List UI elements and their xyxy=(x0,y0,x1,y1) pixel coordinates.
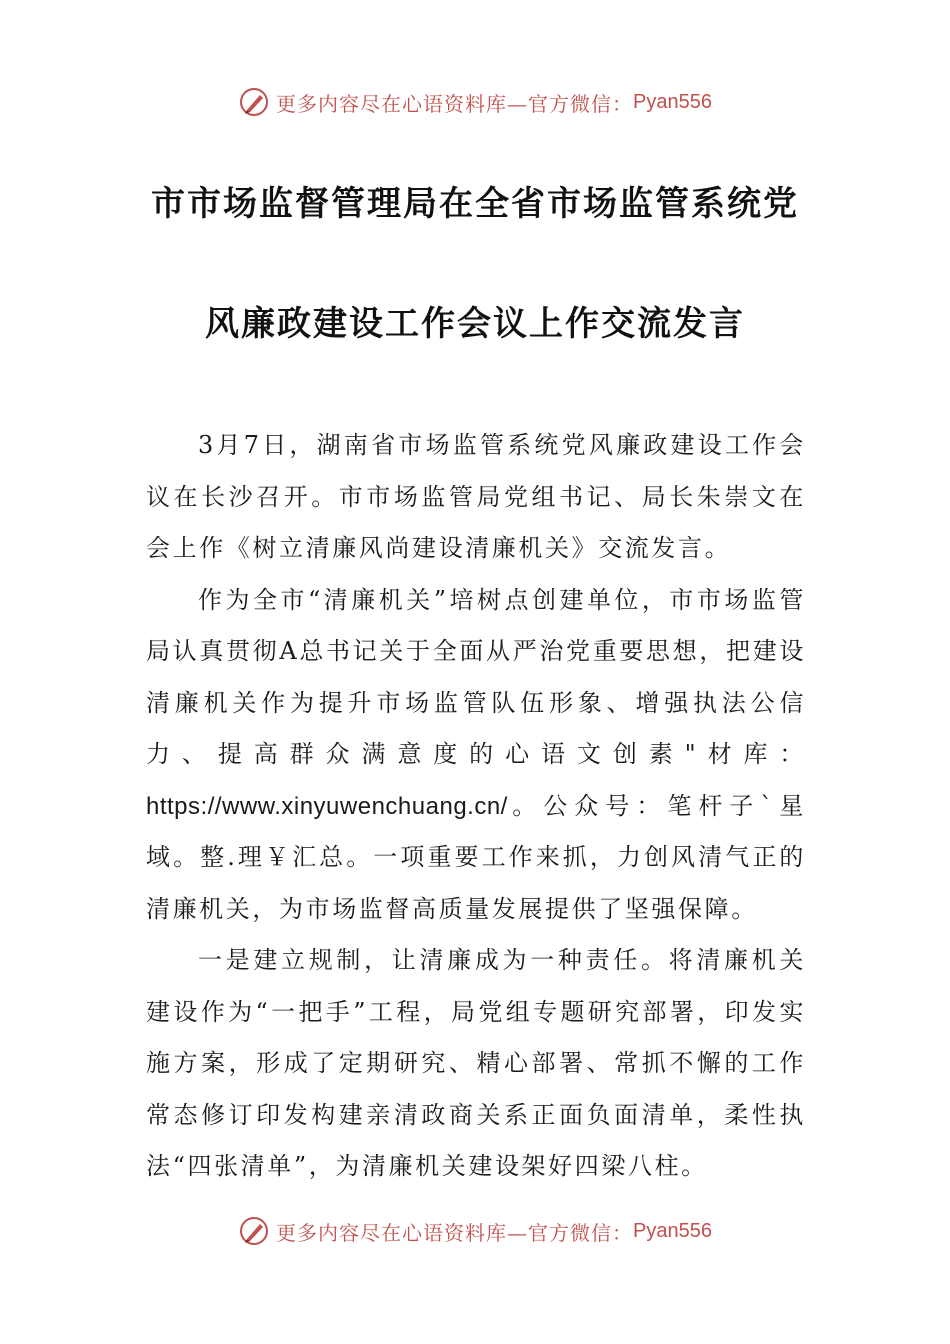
paragraph-2-text-a: 作为全市“清廉机关”培树点创建单位，市市场监管局认真贯彻A总书记关于全面从严治党重要思想，把建设清廉机关作为提升市场监管队伍形象、增强执法公信力、提高群众满意度的心语文创素"材库： xyxy=(146,585,806,768)
banner-handle: Pyan556 xyxy=(633,1219,712,1242)
paragraph-2 xyxy=(146,575,806,936)
paragraph-2-text-b: 。公众号：笔杆子`星域。整.理￥汇总。一项重要工作来抓，力创风清气正的清廉机关，为市场监督高质量发展提供了坚强保障。 xyxy=(146,791,806,923)
paragraph-3: 一是建立规制，让清廉成为一种责任。将清廉机关建设作为“一把手”工程，局党组专题研究部署，印发实施方案，形成了定期研究、精心部署、常抓不懈的工作常态修订印发构建亲清政商关系正面负面清单，柔性执法“四张清单”，为清廉机关建设架好四梁八柱。 xyxy=(146,946,806,1180)
banner-text: 更多内容尽在心语资料库—官方微信： xyxy=(276,1220,634,1245)
pen-in-circle-icon xyxy=(238,86,270,118)
watermark-banner-top xyxy=(0,82,950,122)
watermark-banner-bottom xyxy=(0,1211,950,1251)
paragraph-1: 3月7日，湖南省市场监管系统党风廉政建设工作会议在长沙召开。市市场监管局党组书记、局长朱崇文在会上作《树立清廉风尚建设清廉机关》交流发言。 xyxy=(146,431,806,562)
document-title-line-1: 市市场监督管理局在全省市场监管系统党 xyxy=(151,184,799,224)
banner-handle: Pyan556 xyxy=(633,90,712,113)
document-body xyxy=(146,420,806,1193)
banner-text: 更多内容尽在心语资料库—官方微信： xyxy=(276,91,634,116)
website-url: https://www.xinyuwenchuang.cn/ xyxy=(146,792,508,820)
document-title-line-2: 风廉政建设工作会议上作交流发言 xyxy=(205,304,745,344)
pen-in-circle-icon xyxy=(238,1215,270,1247)
